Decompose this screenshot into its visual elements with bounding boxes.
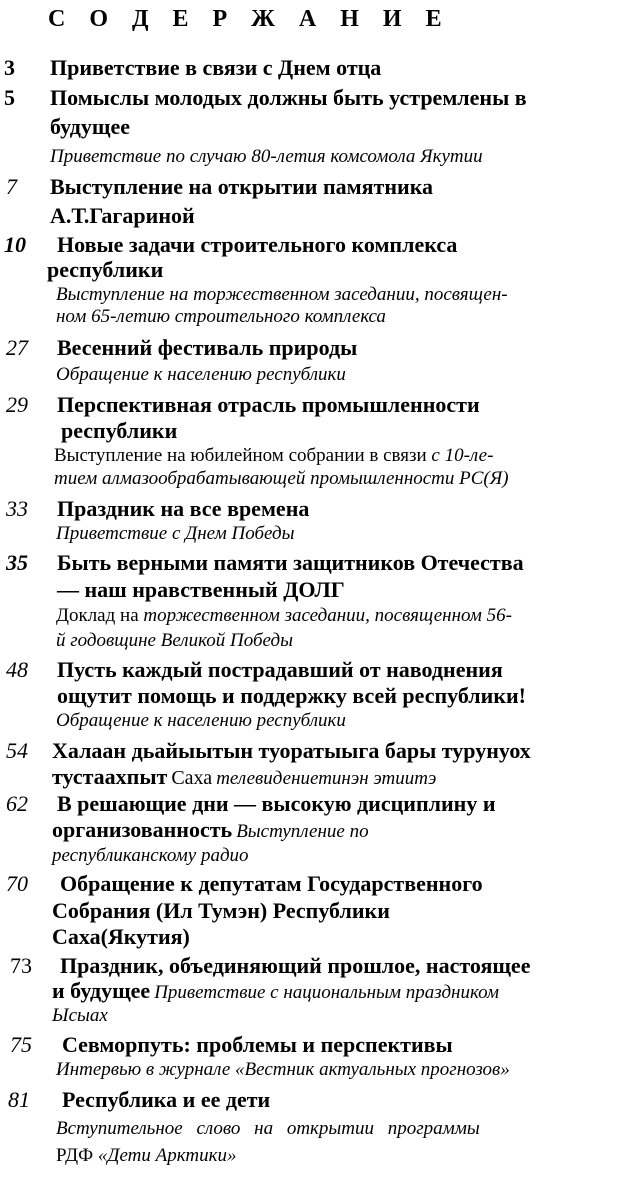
page-number: 48: [6, 657, 28, 682]
entry-subtitle-cont: тием алмазообрабатывающей промышленности РС(Я): [54, 468, 509, 489]
entry-title: Халаан дьайыытын туоратыыга бары турунуох: [52, 738, 531, 763]
entry-subtitle: Интервью в журнале «Вестник актуальных прогнозов»: [56, 1059, 510, 1080]
entry-title-cont: республики: [47, 257, 164, 282]
entry-title: Быть верными памяти защитников Отечества: [57, 550, 524, 575]
entry-title-cont-line: [52, 764, 436, 790]
entry-subtitle: Выступление по: [236, 821, 369, 842]
entry-title: Выступление на открытии памятника: [50, 174, 434, 199]
entry-title: Помыслы молодых должны быть устремлены в: [50, 85, 527, 110]
entry-subtitle: Приветствие с Днем Победы: [56, 523, 295, 544]
entry-subtitle-cont: республиканскому радио: [52, 845, 249, 866]
entry-title: Праздник на все времена: [57, 496, 310, 521]
entry-subtitle-cont-line: [56, 1145, 236, 1167]
page-number: 54: [6, 738, 28, 763]
entry-subtitle: Выступление на торжественном заседании, посвящен-: [56, 284, 508, 305]
entry-title: Пусть каждый пострадавший от наводнения: [57, 657, 503, 682]
entry-title-cont: тустаахпыт: [52, 764, 168, 789]
entry-subtitle-upright: Выступление на юбилейном собрании в связи: [54, 445, 427, 466]
entry-title-cont: республики: [61, 418, 178, 443]
entry-subtitle-italic: «Дети Арктики»: [97, 1145, 237, 1166]
page-number: 75: [10, 1032, 32, 1057]
entry-subtitle-upright: РДФ: [56, 1145, 94, 1166]
entry-title: Севморпуть: проблемы и перспективы: [62, 1032, 453, 1057]
page-number: 29: [6, 392, 28, 417]
page-number: 73: [10, 953, 32, 978]
entry-subtitle-italic: с 10-ле-: [431, 445, 494, 466]
entry-subtitle: Приветствие с национальным праздником: [154, 982, 500, 1003]
toc-title: С О Д Е Р Ж А Н И Е: [48, 6, 451, 32]
entry-title: Республика и ее дети: [62, 1087, 271, 1112]
entry-subtitle: Приветствие по случаю 80-летия комсомола Якутии: [50, 146, 483, 167]
entry-title: Обращение к депутатам Государственного: [60, 871, 483, 896]
page-number: 81: [8, 1087, 30, 1112]
entry-subtitle-italic: торжественном заседании, посвященном 56-: [143, 605, 513, 626]
page-number: 5: [4, 85, 15, 110]
entry-title: В решающие дни — высокую дисциплину и: [57, 791, 496, 816]
page-number: 3: [4, 55, 15, 80]
entry-subtitle-cont: ном 65-летию строительного комплекса: [56, 306, 386, 327]
entry-title: Приветствие в связи с Днем отца: [50, 55, 382, 80]
entry-subtitle: [54, 445, 493, 467]
entry-title-cont: будущее: [50, 114, 131, 139]
entry-subtitle: Вступительное слово на открытии программы: [56, 1118, 480, 1139]
entry-subtitle: Обращение к населению республики: [56, 364, 346, 385]
page-number: 27: [6, 335, 28, 360]
entry-title-cont: А.Т.Гагариной: [50, 203, 195, 228]
entry-subtitle-cont: Ысыах: [52, 1005, 108, 1026]
entry-title-cont: Собрания (Ил Тумэн) Республики: [52, 898, 390, 923]
entry-title-cont: — наш нравственный ДОЛГ: [57, 577, 345, 602]
entry-title-cont-line: [52, 978, 499, 1004]
page-number: 10: [4, 232, 26, 257]
entry-title: Праздник, объединяющий прошлое, настоящее: [60, 953, 531, 978]
entry-subtitle: Обращение к населению республики: [56, 710, 346, 731]
entry-title-cont-line: [52, 817, 369, 843]
page-number: 70: [6, 871, 28, 896]
page-number: 33: [6, 496, 28, 521]
page-number: 62: [6, 791, 28, 816]
entry-subtitle-cont: й годовщине Великой Победы: [56, 630, 293, 651]
entry-subtitle-upright: Саха: [171, 767, 213, 789]
entry-title-cont: и будущее: [52, 978, 151, 1003]
page-number: 7: [6, 174, 17, 199]
entry-title-cont: организованность: [52, 817, 233, 842]
entry-subtitle-upright: Доклад на: [56, 605, 139, 626]
entry-title-cont: Саха(Якутия): [52, 924, 190, 949]
entry-title: Весенний фестиваль природы: [57, 335, 358, 360]
entry-subtitle: [56, 605, 512, 627]
entry-title: Новые задачи строительного комплекса: [57, 232, 458, 257]
entry-title-cont: ощутит помощь и поддержку всей республики!: [57, 683, 527, 708]
entry-subtitle-italic: телевидениетинэн этиитэ: [216, 768, 437, 789]
page-number: 35: [6, 550, 28, 575]
entry-title: Перспективная отрасль промышленности: [57, 392, 480, 417]
